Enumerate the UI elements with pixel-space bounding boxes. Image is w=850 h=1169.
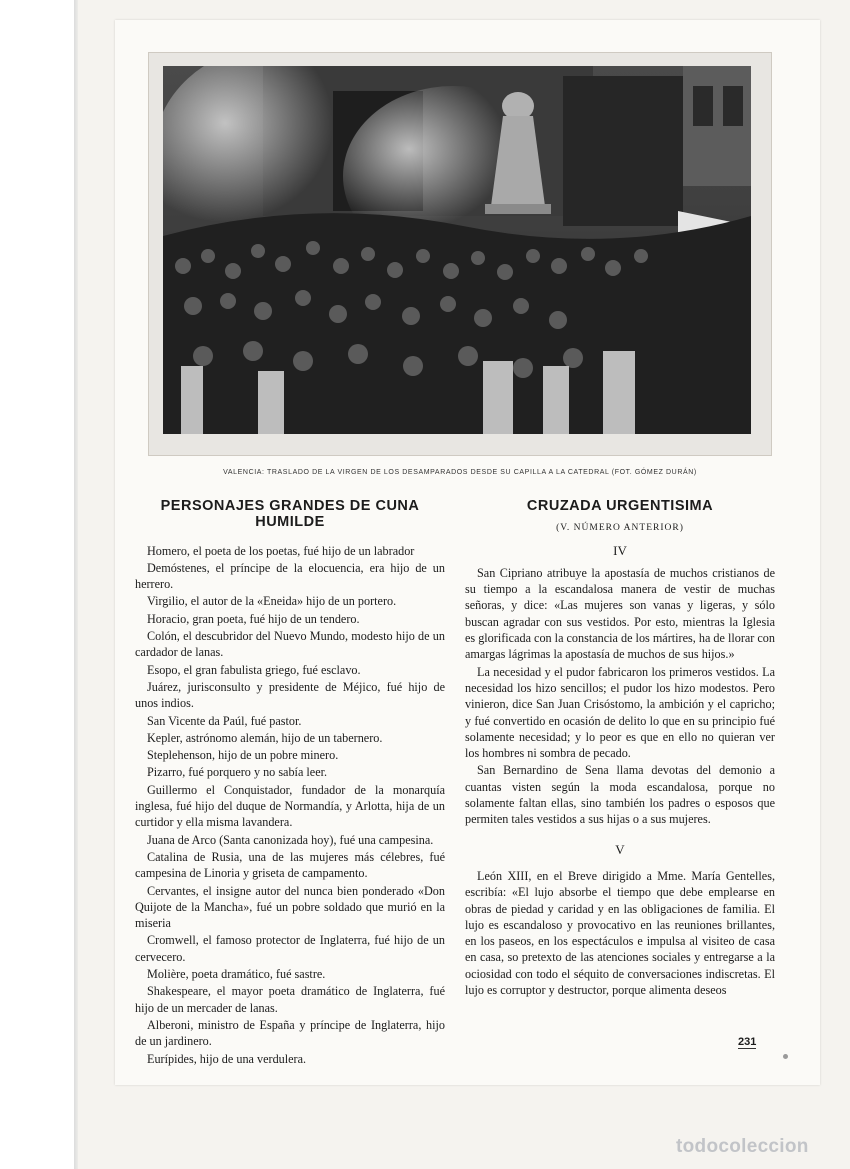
- paragraph: San Vicente da Paúl, fué pastor.: [147, 713, 302, 728]
- photo-caption: VALENCIA: TRASLADO DE LA VIRGEN DE LOS DESAMPARADOS DESDE SU CAPILLA A LA CATEDRAL (FOT. GÓMEZ DURÁN): [223, 469, 697, 476]
- right-column-title: CRUZADA URGENTISIMA: [526, 498, 714, 514]
- paragraph: Guillermo el Conquistador, fundador de la monarquía inglesa, fué hijo del duque de Normandía, y Arlotta, hija de un curtidor y ella misma lavandera.: [135, 782, 445, 830]
- left-column-title: PERSONAJES GRANDES DE CUNA HUMILDE: [160, 498, 420, 531]
- section-numeral-iv: IV: [613, 542, 627, 558]
- right-column-subtitle: (V. NÚMERO ANTERIOR): [556, 523, 684, 534]
- paragraph: Demóstenes, el príncipe de la elocuencia, era hijo de un herrero.: [135, 560, 445, 592]
- paragraph: León XIII, en el Breve dirigido a Mme. María Gentelles, escribía: «El lujo absorbe el tiempo que debe emplearse en obras de piedad y caridad y en las obligaciones de familia. El lujo es escandaloso y provocativo en las reuniones brillantes, en los paseos, en los espectáculos e impulsa al visiteo de casa en casa, so pretexto de las atenciones sociales y entregarse a la ociosidad con todo el séquito de conversaciones indiscretas. El lujo es corruptor y destructor, porque alimenta deseos: [465, 868, 775, 998]
- paragraph: Virgilio, el autor de la «Eneida» hijo de un portero.: [147, 594, 397, 609]
- section-numeral-v: V: [615, 841, 625, 857]
- paragraph: Cromwell, el famoso protector de Inglaterra, fué hijo de un cervecero.: [135, 933, 445, 964]
- paragraph: Eurípides, hijo de una verdulera.: [147, 1051, 307, 1066]
- paragraph: Catalina de Rusia, una de las mujeres más célebres, fué campesina de Linoria y griseta de campamento.: [135, 849, 445, 881]
- paragraph: Juana de Arco (Santa canonizada hoy), fué una campesina.: [147, 832, 434, 847]
- watermark-logo: todocoleccion: [676, 1136, 809, 1157]
- paragraph: Steplehenson, hijo de un pobre minero.: [147, 748, 339, 763]
- left-column-body: [135, 543, 445, 1067]
- ink-spot: [783, 1054, 788, 1059]
- paragraph: San Bernardino de Sena llama devotas del demonio a cuantas visten según la moda escandalosa, porque no solamente faltan ellas, sino también los padres o esposos que permiten tales vestidos a sus hijas o a sus mujeres.: [465, 763, 775, 827]
- paragraph: Esopo, el gran fabulista griego, fué esclavo.: [147, 662, 361, 677]
- page-number: 231: [738, 1036, 757, 1048]
- paragraph: Juárez, jurisconsulto y presidente de Méjico, fué hijo de unos indios.: [135, 679, 445, 711]
- paragraph: Molière, poeta dramático, fué sastre.: [147, 967, 326, 982]
- procession-photo-illustration: [163, 66, 751, 434]
- right-column: [465, 496, 775, 999]
- paragraph: Shakespeare, el mayor poeta dramático de Inglaterra, fué hijo de un mercader de lanas.: [135, 984, 445, 1015]
- procession-photo: [163, 66, 751, 434]
- paragraph: Cervantes, el insigne autor del nunca bien ponderado «Don Quijote de la Mancha», fué un pobre soldado que murió en la miseria: [135, 883, 445, 931]
- left-column: [135, 496, 445, 1068]
- paragraph: Homero, el poeta de los poetas, fué hijo de un labrador: [147, 543, 415, 558]
- paragraph: Alberoni, ministro de España y príncipe de Inglaterra, hijo de un jardinero.: [135, 1017, 445, 1049]
- paragraph: Pizarro, fué porquero y no sabía leer.: [147, 765, 328, 780]
- paragraph: San Cipriano atribuye la apostasía de muchos cristianos de su tiempo a la escandalosa manera de vestir de muchas señoras, y dice: «Las mujeres son vanas y ligeras, y sólo buscan agradar con sus vestidos. Por esto, mientras la Iglesia es glorificada con la constancia de los mártires, ha de llorar con amargas lágrimas la apostasía de muchos de sus hijos.»: [465, 565, 775, 662]
- paragraph: Kepler, astrónomo alemán, hijo de un tabernero.: [147, 730, 383, 745]
- paragraph: La necesidad y el pudor fabricaron los primeros vestidos. La necesidad los hizo sencillos; el pudor los hizo modestos. Pero vinieron, dice San Juan Crisóstomo, la ambición y el capricho; y fué convertido en ocasión de delito lo que en su principio fué solamente necesidad; y lo peor es que en ello no quieran ver los hombres ni sombra de pecado.: [465, 664, 775, 761]
- paragraph: Colón, el descubridor del Nuevo Mundo, modesto hijo de un cardador de lanas.: [135, 629, 445, 660]
- paragraph: Horacio, gran poeta, fué hijo de un tendero.: [147, 611, 360, 626]
